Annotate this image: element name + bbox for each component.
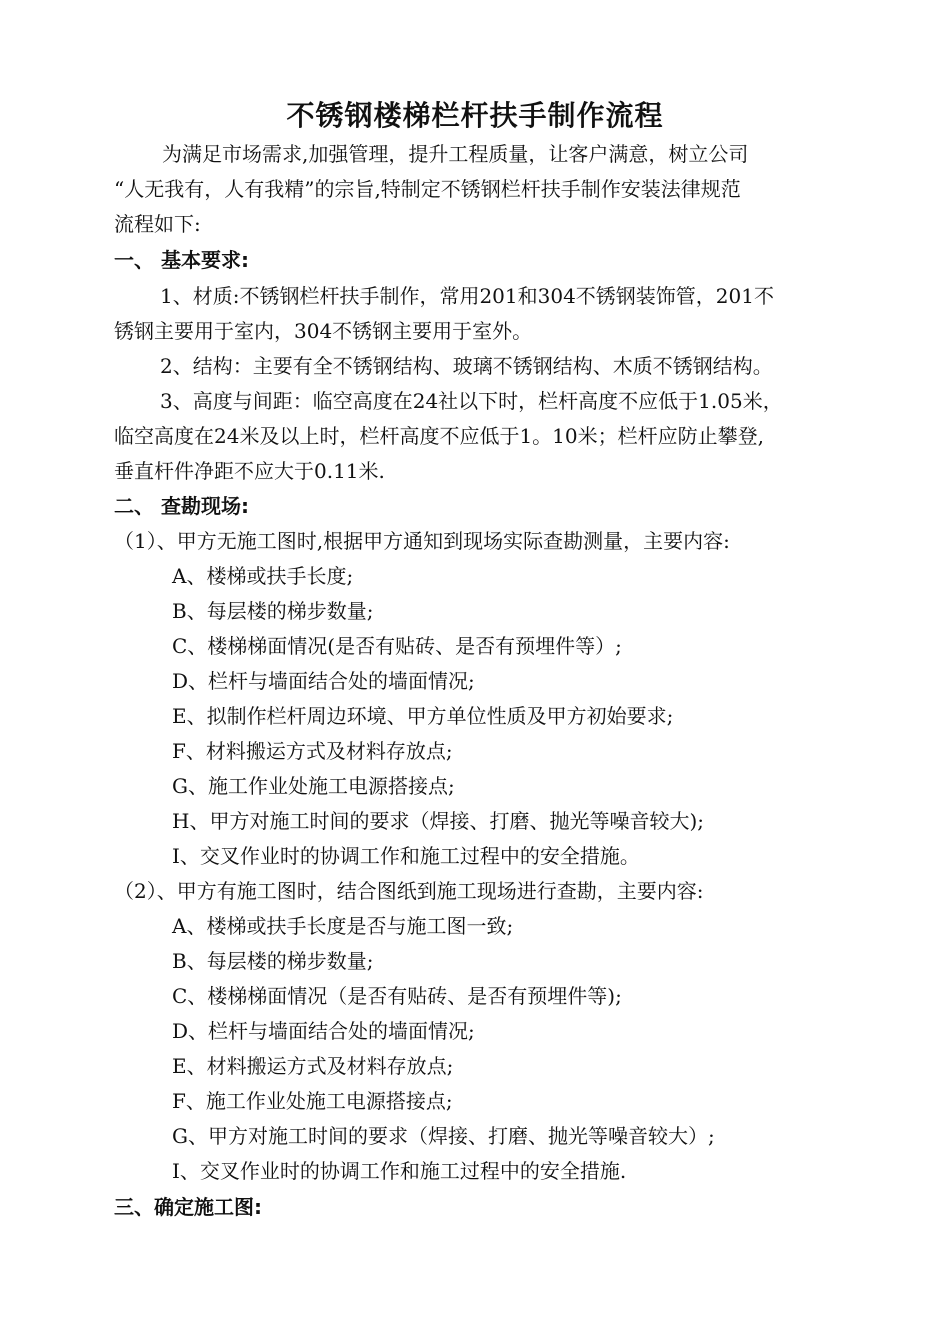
document-title: 不锈钢楼梯栏杆扶手制作流程 [286,99,664,132]
survey-item: D、栏杆与墙面结合处的墙面情况; [172,1019,475,1043]
survey-item: I、交叉作业时的协调工作和施工过程中的安全措施。 [172,844,640,868]
section-heading-basic-requirements: 一、 基本要求: [114,248,249,272]
intro-line: 流程如下: [114,212,201,236]
survey-case-intro: （2）、甲方有施工图时，结合图纸到施工现场进行查勘，主要内容: [114,879,704,903]
survey-item: D、栏杆与墙面结合处的墙面情况; [172,669,475,693]
survey-item: A、楼梯或扶手长度; [172,564,354,588]
survey-item: B、每层楼的梯步数量; [172,599,374,623]
survey-item: C、楼梯梯面情况（是否有贴砖、是否有预埋件等); [172,984,622,1008]
section-heading-site-survey: 二、 查勘现场: [114,494,249,518]
requirement-line: 1、材质:不锈钢栏杆扶手制作，常用201和304不锈钢装饰管，201不 [160,284,774,308]
requirement-line: 临空高度在24米及以上时，栏杆高度不应低于1。10米；栏杆应防止攀登, [114,424,764,448]
requirement-line: 垂直杆件净距不应大于0.11米. [114,459,385,483]
survey-item: B、每层楼的梯步数量; [172,949,374,973]
survey-item: F、施工作业处施工电源搭接点; [172,1089,453,1113]
intro-line: 为满足市场需求,加强管理，提升工程质量，让客户满意，树立公司 [162,142,749,166]
survey-item: A、楼梯或扶手长度是否与施工图一致; [172,914,514,938]
intro-line: “人无我有，人有我精”的宗旨,特制定不锈钢栏杆扶手制作安装法律规范 [114,177,741,201]
survey-item: E、拟制作栏杆周边环境、甲方单位性质及甲方初始要求; [172,704,674,728]
requirement-line: 锈钢主要用于室内，304不锈钢主要用于室外。 [114,319,533,343]
section-heading-construction-drawing: 三、确定施工图: [114,1195,262,1219]
survey-item: F、材料搬运方式及材料存放点; [172,739,453,763]
requirement-line: 3、高度与间距：临空高度在24社以下时，栏杆高度不应低于1.05米， [160,389,783,413]
survey-item: G、甲方对施工时间的要求（焊接、打磨、抛光等噪音较大）; [172,1124,715,1148]
survey-item: C、楼梯梯面情况(是否有贴砖、是否有预埋件等）; [172,634,622,658]
requirement-line: 2、结构：主要有全不锈钢结构、玻璃不锈钢结构、木质不锈钢结构。 [160,354,773,378]
survey-item: H、甲方对施工时间的要求（焊接、打磨、抛光等噪音较大); [172,809,704,833]
survey-case-intro: （1）、甲方无施工图时,根据甲方通知到现场实际查勘测量，主要内容: [114,529,730,553]
survey-item: E、材料搬运方式及材料存放点; [172,1054,454,1078]
survey-item: I、交叉作业时的协调工作和施工过程中的安全措施. [172,1159,627,1183]
survey-item: G、施工作业处施工电源搭接点; [172,774,455,798]
